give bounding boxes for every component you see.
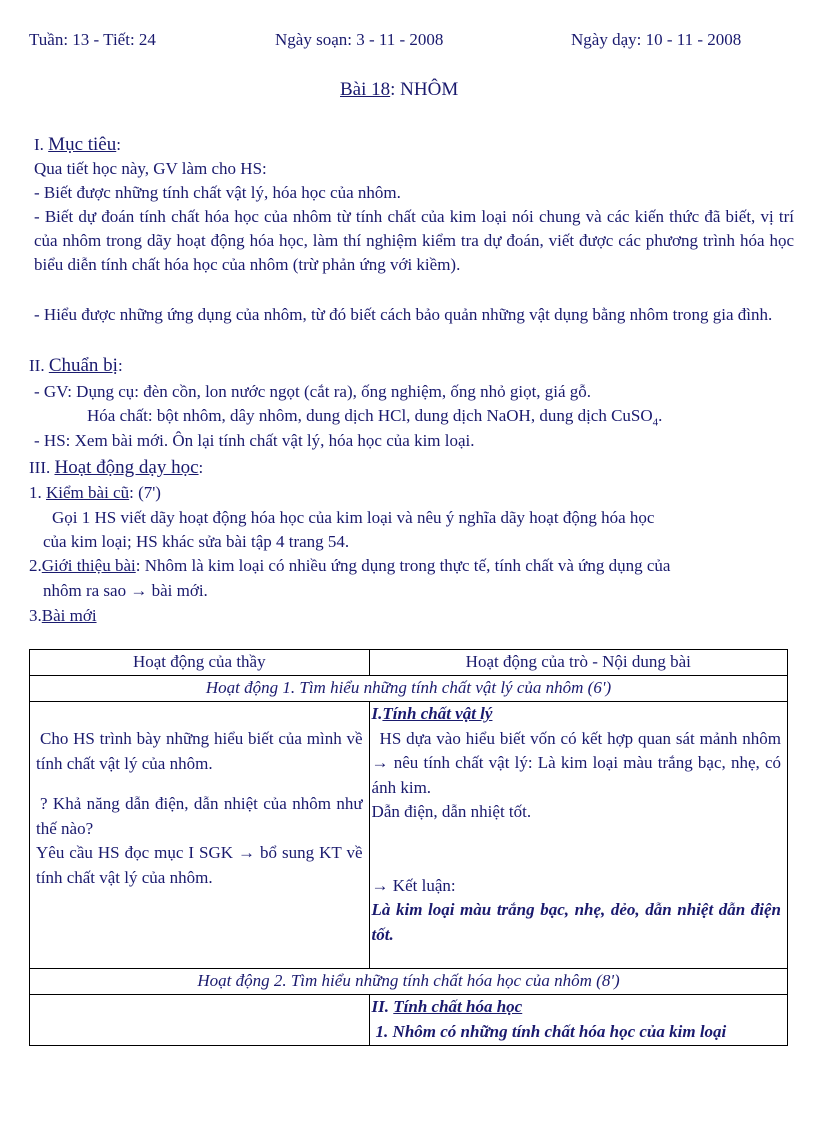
student-step-2: Dẫn điện, dẫn nhiệt tốt.: [371, 802, 532, 821]
student-heading-1: [372, 702, 781, 727]
step-1-heading: [29, 481, 161, 505]
step-1-line-2: của kim loại; HS khác sửa bài tập 4 trang 54.: [43, 532, 350, 551]
objective-2: - Biết dự đoán tính chất hóa học của nhôm từ tính chất của kim loại nói chung và các kiến thức đã biết, vị trí của nhôm trong dãy hoạt động hóa học, làm thí nghiệm kiểm tra dự đoán, viết được các phương trình hóa học biểu diễn tính chất hóa học của nhôm (trừ phản ứng với kiềm).: [34, 207, 794, 274]
section-colon: :: [116, 135, 121, 154]
conclusion-label: → Kết luận:: [371, 875, 456, 895]
prep-date: Ngày soạn: 3 - 11 - 2008: [275, 30, 444, 49]
week-lesson: Tuần: 13 - Tiết: 24: [29, 30, 156, 49]
section-title: Chuẩn bị: [48, 355, 118, 376]
step-title: Kiểm bài cũ: [46, 483, 130, 502]
lesson-name: : NHÔM: [390, 79, 459, 100]
section-title: Mục tiêu: [48, 134, 117, 155]
activity-1-title: Hoạt động 1. Tìm hiểu những tính chất vật lý của nhôm (6'): [30, 676, 788, 702]
step-number: 2.: [29, 556, 42, 575]
student-activity-1: [369, 702, 787, 969]
step-title: Giới thiệu bài: [41, 556, 136, 575]
chemicals-end: .: [658, 406, 663, 425]
activity-2-content-row: [30, 995, 788, 1046]
step-number: 3.: [29, 606, 42, 625]
student-activity-2: [369, 995, 787, 1046]
section-number: II.: [29, 356, 49, 375]
teacher-step-1: Cho HS trình bày những hiểu biết của mình về tính chất vật lý của nhôm.: [36, 729, 363, 773]
step-2-line-1: [29, 554, 670, 578]
teacher-activity-1: [30, 702, 370, 969]
teacher-activity-2: [30, 995, 370, 1046]
student-step-1: HS dựa vào hiểu biết vốn có kết hợp quan sát mảnh nhôm → nêu tính chất vật lý: Là kim loại màu trắng bạc, nhẹ, có ánh kim.: [371, 728, 781, 797]
step-time: : (7'): [129, 483, 161, 502]
student-prep: - HS: Xem bài mới. Ôn lại tính chất vật lý, hóa học của kim loại.: [34, 431, 475, 450]
activity-2-row: [30, 969, 788, 995]
heading-number: I.: [371, 704, 383, 723]
section-2-heading: [29, 354, 123, 378]
heading-number: II.: [371, 997, 394, 1016]
step-1-line-1: Gọi 1 HS viết dãy hoạt động hóa học của kim loại và nêu ý nghĩa dãy hoạt động hóa học: [52, 508, 655, 527]
activity-1-content-row: [30, 702, 788, 969]
step-number: 1.: [29, 483, 46, 502]
heading-text: Tính chất vật lý: [382, 704, 493, 723]
objective-1: - Biết được những tính chất vật lý, hóa học của nhôm.: [34, 183, 401, 202]
table-header-row: [30, 650, 788, 676]
heading-text: Tính chất hóa học: [393, 997, 523, 1016]
lesson-number: Bài 18: [340, 79, 391, 100]
step-title: Bài mới: [41, 606, 97, 625]
section-3-heading: [29, 456, 203, 480]
teacher-step-3: Yêu cầu HS đọc mục I SGK → bổ sung KT về tính chất vật lý của nhôm.: [36, 843, 363, 887]
teacher-step-2: ? Khả năng dẫn điện, dẫn nhiệt của nhôm như thế nào?: [36, 794, 363, 838]
lesson-title: [340, 78, 458, 102]
lesson-table: [29, 649, 788, 1046]
section-title: Hoạt động dạy học: [54, 457, 199, 478]
chemicals-text: Hóa chất: bột nhôm, dây nhôm, dung dịch HCl, dung dịch NaOH, dung dịch CuSO: [87, 406, 653, 425]
activity-2-title: Hoạt động 2. Tìm hiểu những tính chất hóa học của nhôm (8'): [30, 969, 788, 995]
conclusion-text: Là kim loại màu trắng bạc, nhẹ, dẻo, dẫn nhiệt dẫn điện tốt.: [371, 900, 781, 944]
section-number: I.: [34, 135, 49, 154]
column-header-student: Hoạt động của trò - Nội dung bài: [369, 650, 787, 676]
section-colon: :: [117, 356, 123, 375]
section-number: III.: [29, 458, 55, 477]
student-subheading-2: 1. Nhôm có những tính chất hóa học của kim loại: [375, 1021, 727, 1041]
chemicals-subscript: 4: [652, 416, 659, 429]
activity-1-row: [30, 676, 788, 702]
teacher-equipment: - GV: Dụng cụ: đèn cồn, lon nước ngọt (cắt ra), ống nghiệm, ống nhỏ giọt, giá gỗ.: [34, 382, 592, 401]
student-heading-2: [372, 995, 781, 1020]
step-2-line-2: nhôm ra sao → bài mới.: [43, 581, 208, 600]
teach-date: Ngày dạy: 10 - 11 - 2008: [571, 30, 742, 49]
step-3-heading: [29, 604, 97, 628]
section-colon: :: [198, 458, 204, 477]
column-header-teacher: Hoạt động của thầy: [30, 650, 370, 676]
objective-3: - Hiểu được những ứng dụng của nhôm, từ đó biết cách bảo quản những vật dụng bằng nhôm trong gia đình.: [34, 305, 773, 324]
section-1-heading: [34, 133, 121, 157]
step-text: : Nhôm là kim loại có nhiều ứng dụng trong thực tế, tính chất và ứng dụng của: [135, 556, 671, 575]
objectives-intro: Qua tiết học này, GV làm cho HS:: [34, 159, 267, 178]
